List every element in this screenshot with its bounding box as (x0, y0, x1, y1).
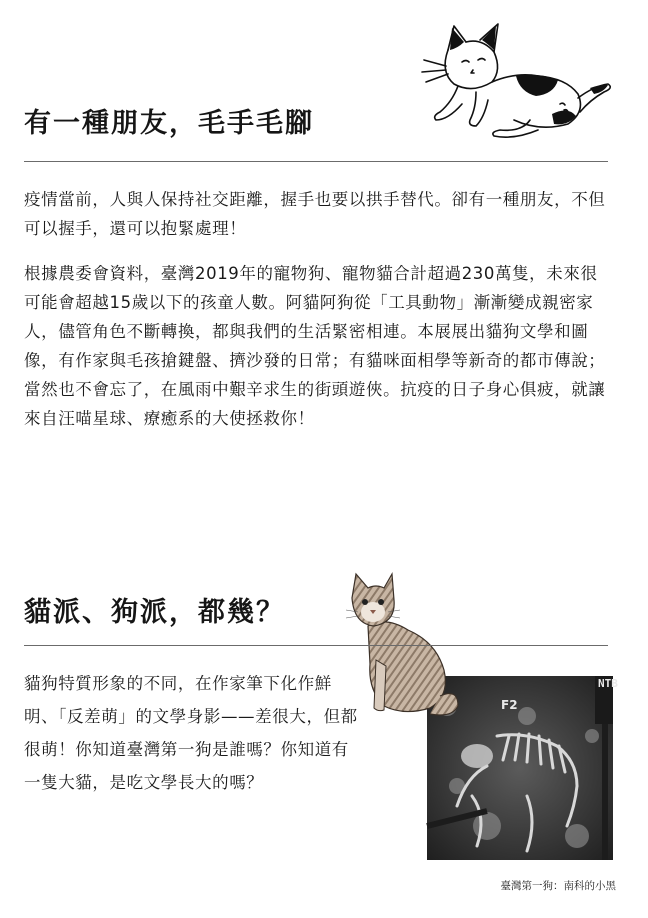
photo-corner-text: NTB (595, 676, 613, 724)
photo-grid-label: F2 (501, 698, 518, 712)
section2-paragraph: 貓狗特質形象的不同，在作家筆下化作鮮明、「反差萌」的文學身影——差很大，但都很萌！你知道臺灣第一狗是誰嗎？你知道有一隻大貓，是吃文學長大的嗎？ (24, 674, 358, 792)
section1-title: 有一種朋友，毛手毛腳 (24, 108, 314, 139)
section1-paragraph1: 疫情當前，人與人保持社交距離，握手也要以拱手替代。卻有一種朋友，不但可以握手，還可以抱緊處理！ (24, 190, 606, 238)
section1-body (24, 185, 610, 433)
section1-divider (24, 161, 608, 162)
calico-cat-icon (418, 20, 614, 144)
section1-paragraph2: 根據農委會資料，臺灣2019年的寵物狗、寵物貓合計超過230萬隻，未來很可能會超越15歲以下的孩童人數。阿貓阿狗從「工具動物」漸漸變成親密家人，儘管角色不斷轉換，都與我們的生活緊密相連。本展展出貓狗文學和圖像，有作家與毛孩搶鍵盤、擠沙發的日常；有貓咪面相學等新奇的都市傳說；當然也不會忘了，在風雨中艱辛求生的街頭遊俠。抗疫的日子身心俱疲，就讓來自汪喵星球、療癒系的大使拯救你！ (24, 264, 606, 428)
section2-title: 貓派、狗派，都幾？ (24, 597, 285, 628)
section2-body (24, 667, 362, 799)
section2-divider (24, 645, 608, 646)
photo-caption: 臺灣第一狗：南科的小黑 (500, 880, 616, 892)
